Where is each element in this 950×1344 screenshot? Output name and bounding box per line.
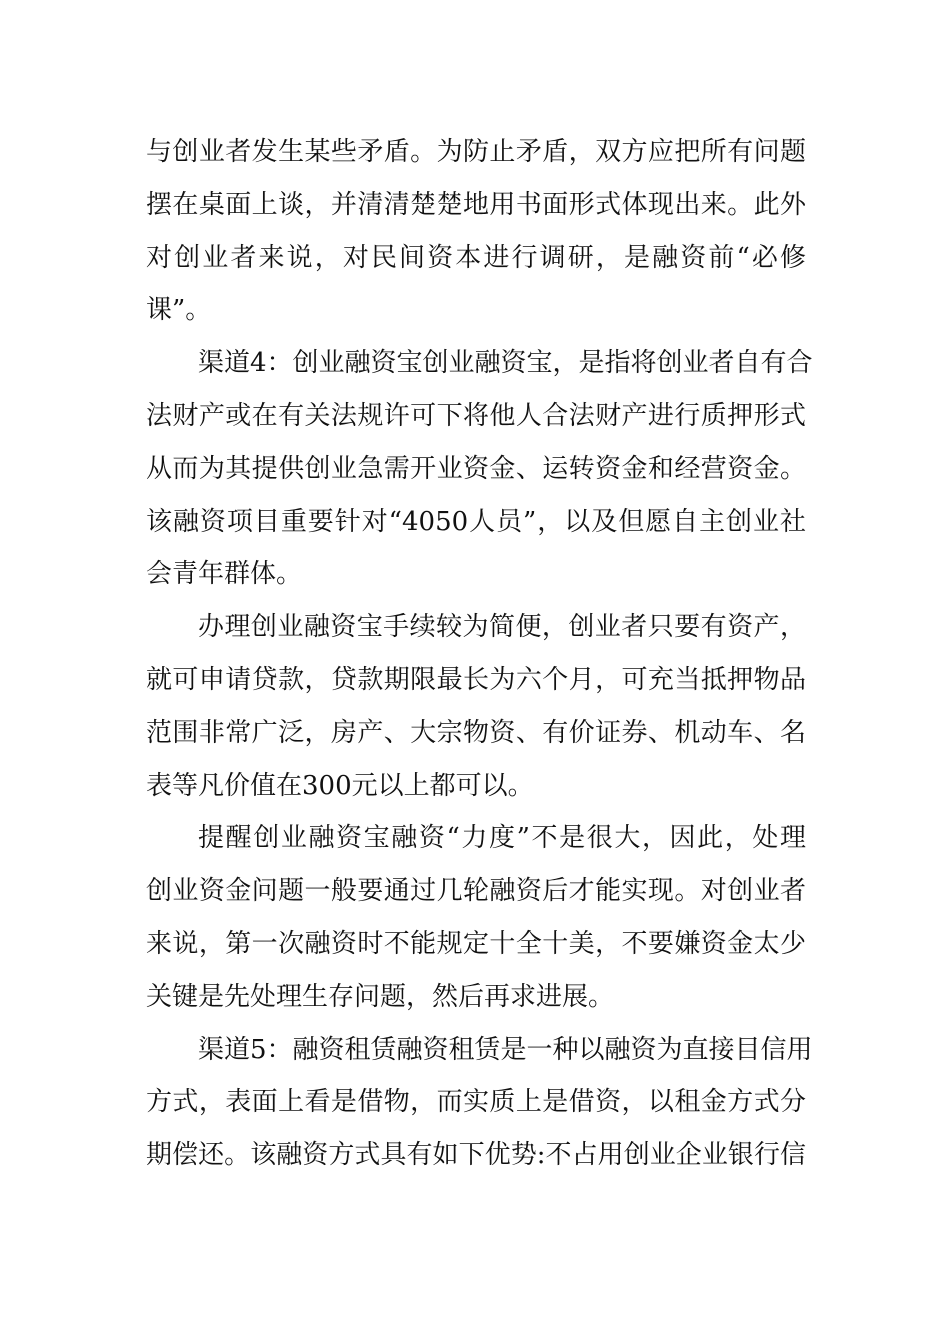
paragraph-2 bbox=[146, 337, 813, 601]
text-line: 对创业者来说，对民间资本进行调研，是融资前“必修 bbox=[146, 242, 806, 273]
text-line: 期偿还。该融资方式具有如下优势:不占用创业企业银行信 bbox=[146, 1140, 806, 1171]
text-line: 来说，第一次融资时不能规定十全十美，不要嫌资金太少 bbox=[146, 928, 806, 959]
text-line: 从而为其提供创业急需开业资金、运转资金和经营资金。 bbox=[146, 453, 806, 484]
text-line: 该融资项目重要针对“4050人员”，以及但愿自主创业社 bbox=[146, 506, 806, 537]
text-line: 表等凡价值在300元以上都可以。 bbox=[146, 770, 534, 801]
paragraph-4 bbox=[146, 812, 806, 1023]
text-line: 创业资金问题一般要通过几轮融资后才能实现。对创业者 bbox=[146, 876, 806, 907]
paragraph-3 bbox=[146, 601, 806, 812]
paragraph-1 bbox=[146, 126, 806, 337]
text-line: 与创业者发生某些矛盾。为防止矛盾，双方应把所有问题 bbox=[146, 137, 806, 167]
text-line: 渠道4：创业融资宝创业融资宝，是指将创业者自有合 bbox=[198, 348, 813, 379]
text-line: 关键是先处理生存问题，然后再求进展。 bbox=[146, 981, 615, 1012]
text-line: 方式，表面上看是借物，而实质上是借资，以租金方式分 bbox=[146, 1087, 806, 1118]
text-line: 课”。 bbox=[146, 295, 212, 326]
text-line: 摆在桌面上谈，并清清楚楚地用书面形式体现出来。此外 bbox=[146, 189, 806, 220]
text-line: 范围非常广泛，房产、大宗物资、有价证券、机动车、名 bbox=[146, 717, 806, 748]
text-line: 会青年群体。 bbox=[146, 559, 303, 590]
text-line: 提醒创业融资宝融资“力度”不是很大，因此，处理 bbox=[198, 823, 806, 854]
text-line: 就可申请贷款，贷款期限最长为六个月，可充当抵押物品 bbox=[146, 664, 806, 695]
text-line: 渠道5：融资租赁融资租赁是一种以融资为直接目信用 bbox=[198, 1034, 813, 1065]
text-line: 法财产或在有关法规许可下将他人合法财产进行质押形式 bbox=[146, 400, 806, 431]
paragraph-5 bbox=[146, 1024, 813, 1182]
body-text bbox=[146, 126, 813, 1182]
text-line: 办理创业融资宝手续较为简便，创业者只要有资产， bbox=[198, 612, 806, 643]
